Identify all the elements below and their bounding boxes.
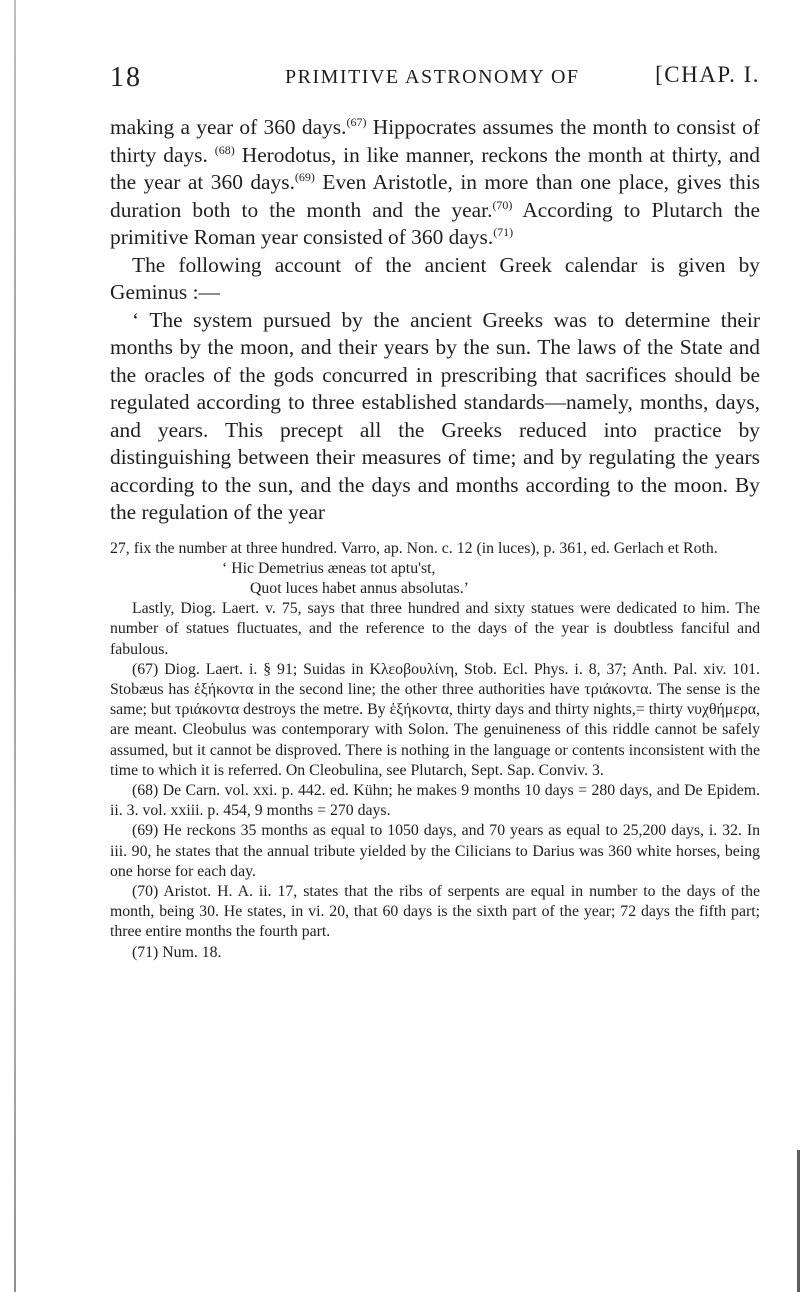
paragraph-1: making a year of 360 days.$^{(67)}$ Hippocrates assumes the month to consist of thirty days. $^{(68)}$ Herodotus, in like manner, reckons the month at thirty, and the year at 360 days.$^{(69)}$ Even Aristotle, in more than one place, gives this duration both to the month and the year.$^{(70)}$ According to Plutarch the primitive Roman year consisted of 360 days.$^{(71)}$	[110, 114, 760, 249]
footnote-68: (68) De Carn. vol. xxi. p. 442. ed. Kühn; he makes 9 months 10 days = 280 days, and De Epidem. ii. 3. vol. xxiii. p. 454, 9 months = 270 days.	[110, 781, 760, 820]
verse-line-1: ‘ Hic Demetrius æneas tot aptu'st,	[222, 559, 436, 577]
scan-binding-edge	[14, 0, 16, 1292]
footnote-ref-67: (67)	[346, 114, 367, 129]
verse-line-2: Quot luces habet annus absolutas.’	[250, 579, 469, 597]
main-text	[110, 114, 760, 527]
running-title: PRIMITIVE ASTRONOMY OF	[285, 66, 580, 88]
footnote-ref-68: (68)	[214, 142, 235, 157]
footnotes	[110, 539, 760, 963]
footnote-69: (69) He reckons 35 months as equal to 1050 days, and 70 years as equal to 25,200 days, i. 32. In iii. 90, he states that the annual tribute yielded by the Cilicians to Darius was 360 white horses, being one horse for each day.	[110, 822, 760, 880]
footnote-ref-71: (71)	[493, 224, 514, 239]
footnote-ref-69: (69)	[294, 169, 315, 184]
page-number: 18	[110, 62, 142, 93]
paragraph-3: ‘ The system pursued by the ancient Greeks was to determine their months by the moon, and their years by the sun. The laws of the State and the oracles of the gods concurred in prescribing that sacrifices should be regulated according to three established standards—namely, months, days, and years. This precept all the Greeks reduced into practice by distinguishing between their measures of time; and by regulating the years according to the sun, and the days and months according to the moon. By the regulation of the year	[110, 307, 760, 524]
footnote-67: (67) Diog. Laert. i. § 91; Suidas in Κλεοβουλίνη, Stob. Ecl. Phys. i. 8, 37; Anth. Pal. xiv. 101. Stobæus has ἑξήκοντα in the second line; the other three authorities have τριάκοντα. The sense is the same; but τριάκοντα destroys the metre. By ἑξήκοντα, thirty days and thirty nights,= thirty νυχθήμερα, are meant. Cleobulus was contemporary with Solon. The genuineness of this riddle cannot be safely assumed, but it cannot be disproved. There is nothing in the language or contents inconsistent with the time to which it is referred. On Cleobulina, see Plutarch, Sept. Sap. Conviv. 3.	[110, 660, 760, 779]
footnote-70: (70) Aristot. H. A. ii. 17, states that the ribs of serpents are equal in number to the days of the month, being 30. He states, in vi. 20, that 60 days is the sixth part of the year; 72 days the fifth part; three entire months the fourth part.	[110, 882, 760, 941]
footnote-lastly: Lastly, Diog. Laert. v. 75, says that three hundred and sixty statues were dedicated to him. The number of statues fluctuates, and the reference to the days of the year is doubtless fanciful and fabulous.	[110, 600, 760, 658]
chapter-label: [CHAP. I.	[655, 62, 760, 87]
paragraph-2: The following account of the ancient Greek calendar is given by Geminus :—	[110, 252, 760, 304]
footnote-continued: 27, fix the number at three hundred. Varro, ap. Non. c. 12 (in luces), p. 361, ed. Gerlach et Roth.	[110, 539, 718, 557]
running-head	[110, 62, 760, 98]
book-page	[110, 62, 760, 963]
footnote-71: (71) Num. 18.	[132, 943, 222, 961]
footnote-ref-70: (70)	[492, 197, 513, 212]
